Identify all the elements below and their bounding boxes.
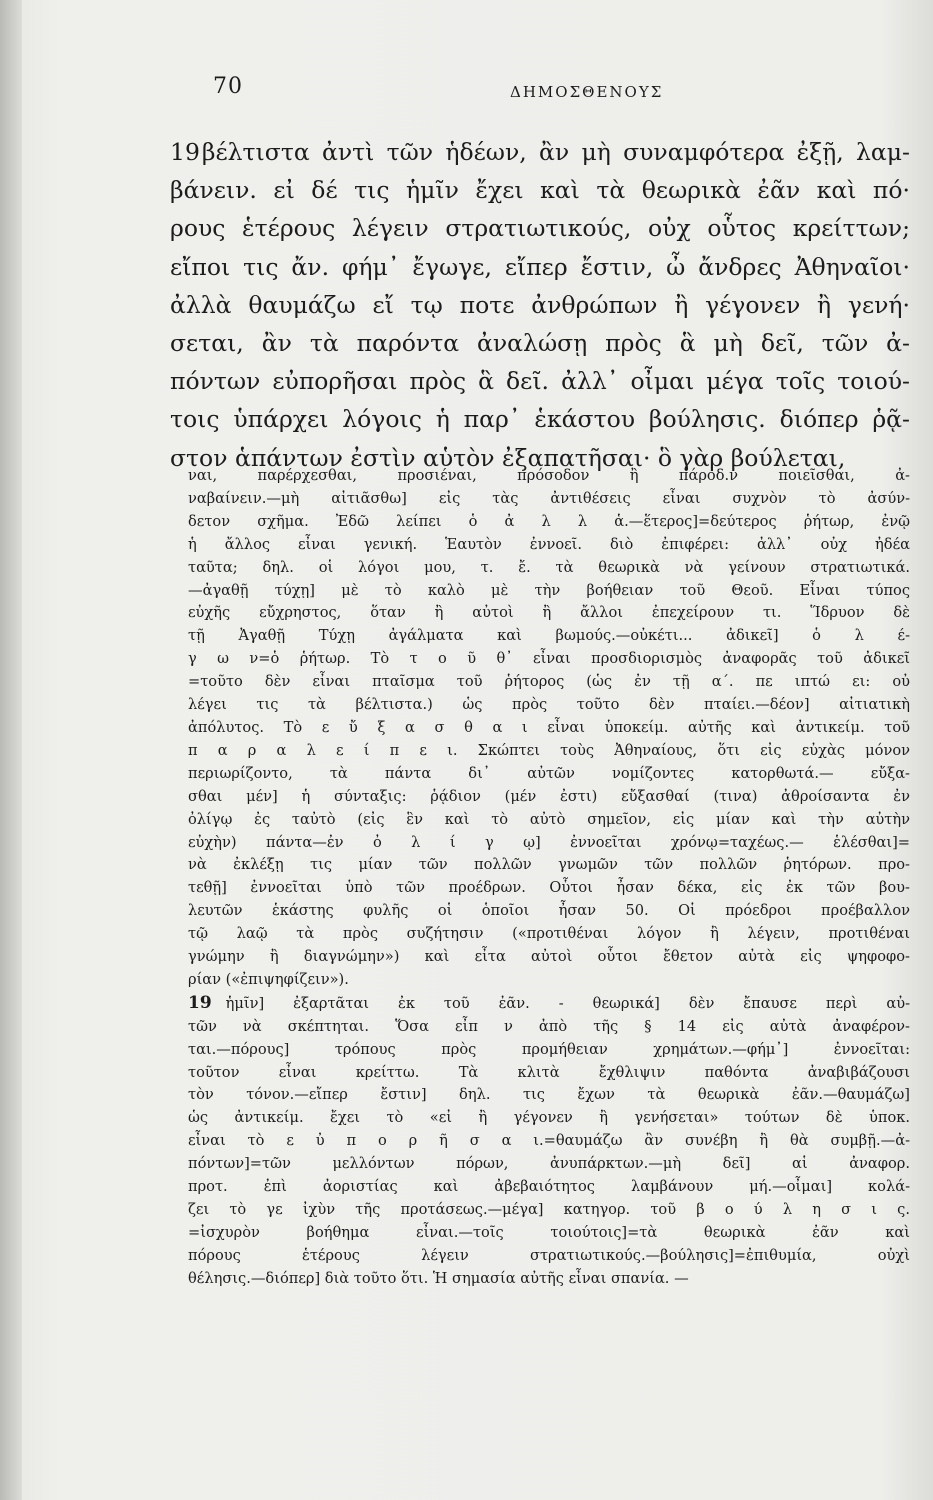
commentary-line: σθαι μέν] ἡ σύνταξις: ῥᾴδιον (μέν ἐστι) εὔξασθαί (τινα) ἀθροίσαντα ἐν <box>188 787 910 805</box>
note-19-line: 19 ἡμῖν] ἐξαρτᾶται ἐκ τοῦ ἐᾶν. - θεωρικά] δὲν ἔπαυσε περὶ αὐ- <box>188 992 910 1013</box>
commentary-line: ἡ ἄλλος εἶναι γενική. Ἑαυτὸν ἐννοεῖ. διὸ ἐπιφέρει: ἀλλ᾽ οὐχ ἠδέα <box>188 535 910 553</box>
commentary-line: π α ρ α λ ε ί π ε ι. Σκώπτει τοὺς Ἀθηναίους, ὅτι εἰς εὐχὰς μόνον <box>188 741 910 759</box>
commentary-line: δετον σχῆμα. Ἐδῶ λείπει ὁ ἀ λ λ ἁ.—ἕτερος]=δεύτερος ῥήτωρ, ἐνῷ <box>188 512 910 530</box>
note-19-line: ὡς ἀντικείμ. ἔχει τὸ «εἰ ἢ γέγονεν ἢ γενήσεται» τούτων δὲ ὑποκ. <box>188 1109 910 1127</box>
commentary-line: λευτῶν ἑκάστης φυλῆς οἱ ὁποῖοι ἦσαν 50. Οἱ πρόεδροι προέβαλλον <box>188 902 910 920</box>
page-number: 70 <box>213 74 243 99</box>
main-text-line: σεται, ἂν τὰ παρόντα ἀναλώσῃ πρὸς ἃ μὴ δεῖ, τῶν ἀ- <box>170 329 910 358</box>
commentary-line: περιωρίζοντο, τὰ πάντα δι᾽ αὐτῶν νομίζοντες κατορθωτά.— εὔξα- <box>188 764 910 782</box>
note-19-line: τὸν τόνον.—εἴπερ ἔστιν] δηλ. τις ἔχων τὰ θεωρικὰ ἐᾶν.—θαυμάζω] <box>188 1086 910 1104</box>
main-text-line: τοις ὑπάρχει λόγοις ἡ παρ᾽ ἑκάστου βούλησις. διόπερ ῥᾷ- <box>170 405 910 434</box>
main-text-line: πόντων εὐπορῆσαι πρὸς ἃ δεῖ. ἀλλ᾽ οἶμαι μέγα τοῖς τοιού- <box>170 367 910 396</box>
commentary-line: ναι, παρέρχεσθαι, προσιέναι, πρόσοδον ἢ πάροδ.ν ποιεῖσθαι, ἀ- <box>188 467 910 484</box>
commentary-line: ναβαίνειν.—μὴ αἰτιᾶσθω] εἰς τὰς ἀντιθέσεις εἶναι συχνὸν τὸ ἀσύν- <box>188 489 910 507</box>
commentary-line: γ ω ν=ὁ ῥήτωρ. Τὸ τ ο ῦ θ᾽ εἶναι προσδιορισμὸς ἀναφορᾶς τοῦ ἀδικεῖ <box>188 650 910 668</box>
main-text-line: στον ἁπάντων ἐστὶν αὑτὸν ἐξαπατῆσαι· ὃ γὰρ βούλεται, <box>170 443 846 472</box>
note-19-line: πόντων]=τῶν μελλόντων πόρων, ἀνυπάρκτων.—μὴ δεῖ] αἱ ἀναφορ. <box>188 1155 910 1173</box>
commentary-line: ἀπόλυτος. Τὸ ε ὔ ξ α σ θ α ι εἶναι ὑποκείμ. αὐτῆς καὶ ἀντικείμ. τοῦ <box>188 718 910 736</box>
main-text <box>170 133 910 477</box>
note-19-line: τοῦτον εἶναι κρείττω. Τὰ κλιτὰ ἔχθλιψιν παθόντα ἀναβιβάζουσι <box>188 1063 910 1081</box>
commentary-line: ταῦτα; δηλ. οἱ λόγοι μου, τ. ἔ. τὰ θεωρικὰ νὰ γείνουν στρατιωτικά. <box>188 558 910 576</box>
commentary-line: τεθῇ] ἐννοεῖται ὑπὸ τῶν προέδρων. Οὗτοι ἦσαν δέκα, εἰς ἐκ τῶν βου- <box>188 879 910 897</box>
note-19-line: προτ. ἐπὶ ἀοριστίας καὶ ἀβεβαιότητος λαμβάνουν μή.—οἶμαι] κολά- <box>188 1178 910 1196</box>
main-text-line: εἴποι τις ἄν. φήμ᾽ ἔγωγε, εἴπερ ἔστιν, ὦ ἄνδρες Ἀθηναῖοι· <box>170 252 910 281</box>
page-spine-shadow <box>0 0 22 1500</box>
main-text-line: βάνειν. εἰ δέ τις ἡμῖν ἔχει καὶ τὰ θεωρικὰ ἐᾶν καὶ πό· <box>170 176 910 205</box>
note-19-line: εἶναι τὸ ε ὐ π ο ρ ῆ σ α ι.=θαυμάζω ἂν συνέβη ἢ θὰ συμβῇ.—ἀ- <box>188 1132 910 1150</box>
commentary <box>188 465 910 1291</box>
note-19-line: πόρους ἑτέρους λέγειν στρατιωτικούς.—βούλησις]=ἐπιθυμία, οὐχὶ <box>188 1246 910 1264</box>
commentary-line: εὐχὴν) πάντα—ἐν ὀ λ ί γ ῳ] ἐννοεῖται χρόνῳ=ταχέως.— ἑλέσθαι]= <box>188 833 910 851</box>
commentary-line: γνώμην ἢ διαγνώμην») καὶ εἶτα αὐτοὶ οὗτοι ἔθετον αὐτὰ εἰς ψηφοφο- <box>188 948 910 966</box>
note-19-line: τῶν νὰ σκέπτηται. Ὅσα εἶπ ν ἀπὸ τῆς § 14 εἰς αὐτὰ ἀναφέρον- <box>188 1017 910 1035</box>
running-head: ΔΗΜΟΣΘΕΝΟΥΣ <box>510 83 664 101</box>
commentary-line: τῷ λαῷ τὰ πρὸς συζήτησιν («προτιθέναι λόγον ἢ λέγειν, προτιθέναι <box>188 925 910 943</box>
main-text-line: ρους ἑτέρους λέγειν στρατιωτικούς, οὐχ οὗτος κρείττων; <box>170 214 910 243</box>
commentary-line: εὐχῆς εὔχρηστος, ὅταν ἢ αὐτοὶ ἢ ἄλλοι ἐπεχείρουν τι. Ἵδρυον δὲ <box>188 604 910 622</box>
note-19-line: =ἰσχυρὸν βοήθημα εἶναι.—τοῖς τοιούτοις]=τὰ θεωρικὰ ἐᾶν καὶ <box>188 1223 910 1241</box>
commentary-line: =τοῦτο δὲν εἶναι πταῖσμα τοῦ ῥήτορος (ὡς ἐν τῇ α΄. πε ιπτώ ει: οὐ <box>188 673 910 691</box>
note-19-line: ται.—πόρους] τρόπους πρὸς προμήθειαν χρημάτων.—φήμ᾽] ἐννοεῖται: <box>188 1040 910 1058</box>
section-number: 19 <box>170 138 200 166</box>
commentary-line: —ἀγαθῇ τύχῃ] μὲ τὸ καλὸ μὲ τὴν βοήθειαν τοῦ Θεοῦ. Εἶναι τύπος <box>188 581 910 599</box>
main-text-line: ἀλλὰ θαυμάζω εἴ τῳ ποτε ἀνθρώπων ἢ γέγονεν ἢ γενή· <box>170 290 910 319</box>
commentary-line: ρίαν («ἐπιψηφίζειν»). <box>188 970 349 988</box>
commentary-line: λέγει τις τὰ βέλτιστα.) ὡς πρὸς τοῦτο δὲν πταίει.—δέον] αἰτιατικὴ <box>188 696 910 714</box>
commentary-line: τῇ Ἀγαθῇ Τύχῃ ἀγάλματα καὶ βωμούς.—οὐκέτι... ἀδικεῖ] ὁ λ έ- <box>188 627 910 645</box>
main-text-line: 19βέλτιστα ἀντὶ τῶν ἡδέων, ἂν μὴ συναμφότερα ἐξῇ, λαμ- <box>170 138 910 166</box>
commentary-line: ὀλίγῳ ἐς ταὐτὸ (εἰς ἓν καὶ τὸ αὐτὸ σημεῖον, εἰς μίαν καὶ τὴν αὐτὴν <box>188 810 910 828</box>
note-19-number: 19 <box>188 992 212 1013</box>
commentary-line: νὰ ἐκλέξῃ τις μίαν τῶν πολλῶν γνωμῶν τῶν πολλῶν ῥητόρων. προ- <box>188 856 910 874</box>
note-19-line: ζει τὸ γε ἰχὺν τῆς προτάσεως.—μέγα] κατηγορ. τοῦ β ο ύ λ η σ ι ς. <box>188 1201 910 1218</box>
note-19-line: θέλησις.—διόπερ] διὰ τοῦτο ὅτι. Ἡ σημασία αὐτῆς εἶναι σπανία. — <box>188 1269 689 1287</box>
